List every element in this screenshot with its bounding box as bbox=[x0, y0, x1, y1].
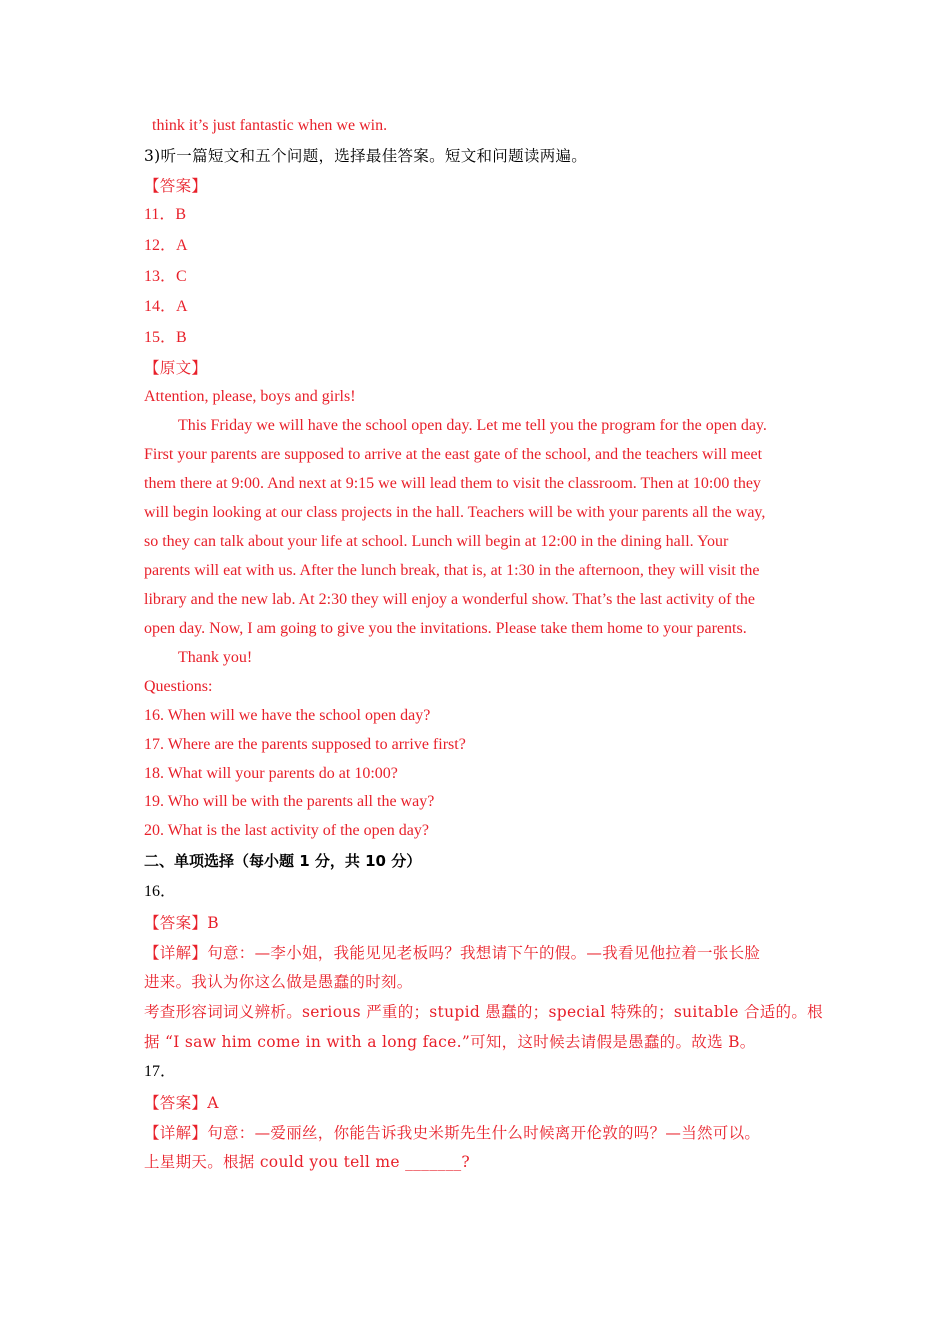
question-16: 16. When will we have the school open day? bbox=[144, 707, 431, 724]
item-16-answer: 【答案】B bbox=[144, 914, 219, 932]
item-16-detail: 考查形容词词义辨析。serious 严重的；stupid 愚蠢的；special 特殊的；suitable 合适的。根 bbox=[144, 1003, 823, 1021]
answer-14: 14．A bbox=[144, 298, 188, 315]
transcript-line: This Friday we will have the school open day. Let me tell you the program for the open day. bbox=[178, 417, 767, 434]
answer-15: 15．B bbox=[144, 329, 187, 346]
part-2-title: 二、单项选择（每小题 1 分，共 10 分） bbox=[144, 852, 422, 870]
answer-11: 11．B bbox=[144, 206, 187, 223]
questions-heading: Questions: bbox=[144, 678, 213, 695]
transcript-line: First your parents are supposed to arrive at the east gate of the school, and the teachers will meet bbox=[144, 446, 763, 463]
previous-transcript-tail: think it’s just fantastic when we win. bbox=[152, 117, 388, 134]
transcript-line: them there at 9:00. And next at 9:15 we will lead them to visit the classroom. Then at 10:00 they bbox=[144, 475, 761, 492]
transcript-line: will begin looking at our class projects in the hall. Teachers will be with your parents all the way, bbox=[144, 504, 766, 521]
answer-13: 13．C bbox=[144, 268, 187, 285]
question-17: 17. Where are the parents supposed to arrive first? bbox=[144, 736, 466, 753]
transcript-line: library and the new lab. At 2:30 they will enjoy a wonderful show. That’s the last activity of the bbox=[144, 591, 755, 608]
transcript-line: Attention, please, boys and girls! bbox=[144, 388, 356, 405]
section-3-instruction: 3)听一篇短文和五个问题，选择最佳答案。短文和问题读两遍。 bbox=[144, 147, 588, 165]
question-19: 19. Who will be with the parents all the way? bbox=[144, 793, 435, 810]
item-17-detail: 【详解】句意：—爱丽丝，你能告诉我史米斯先生什么时候离开伦敦的吗？—当然可以。 bbox=[144, 1124, 761, 1142]
transcript-line: open day. Now, I am going to give you the invitations. Please take them home to your parents. bbox=[144, 620, 747, 637]
item-17-detail: 上星期天。根据 could you tell me _______? bbox=[144, 1153, 471, 1171]
transcript-line: Thank you! bbox=[178, 649, 253, 666]
item-16-detail: 进来。我认为你这么做是愚蠢的时刻。 bbox=[144, 973, 413, 991]
question-20: 20. What is the last activity of the open day? bbox=[144, 822, 429, 839]
transcript-heading: 【原文】 bbox=[144, 359, 208, 377]
answer-heading: 【答案】 bbox=[144, 177, 208, 195]
item-16-detail: 据 “I saw him come in with a long face.”可知，这时候去请假是愚蠢的。故选 B。 bbox=[144, 1033, 756, 1051]
item-16-detail: 【详解】句意：—李小姐，我能见见老板吗？我想请下午的假。—我看见他拉着一张长脸 bbox=[144, 944, 761, 962]
item-17-answer: 【答案】A bbox=[144, 1094, 219, 1112]
item-17-number: 17． bbox=[144, 1063, 177, 1080]
transcript-line: parents will eat with us. After the lunch break, that is, at 1:30 in the afternoon, they will visit the bbox=[144, 562, 760, 579]
item-16-number: 16． bbox=[144, 883, 177, 900]
answer-12: 12．A bbox=[144, 237, 188, 254]
question-18: 18. What will your parents do at 10:00? bbox=[144, 765, 398, 782]
transcript-line: so they can talk about your life at school. Lunch will begin at 12:00 in the dining hall. Your bbox=[144, 533, 729, 550]
